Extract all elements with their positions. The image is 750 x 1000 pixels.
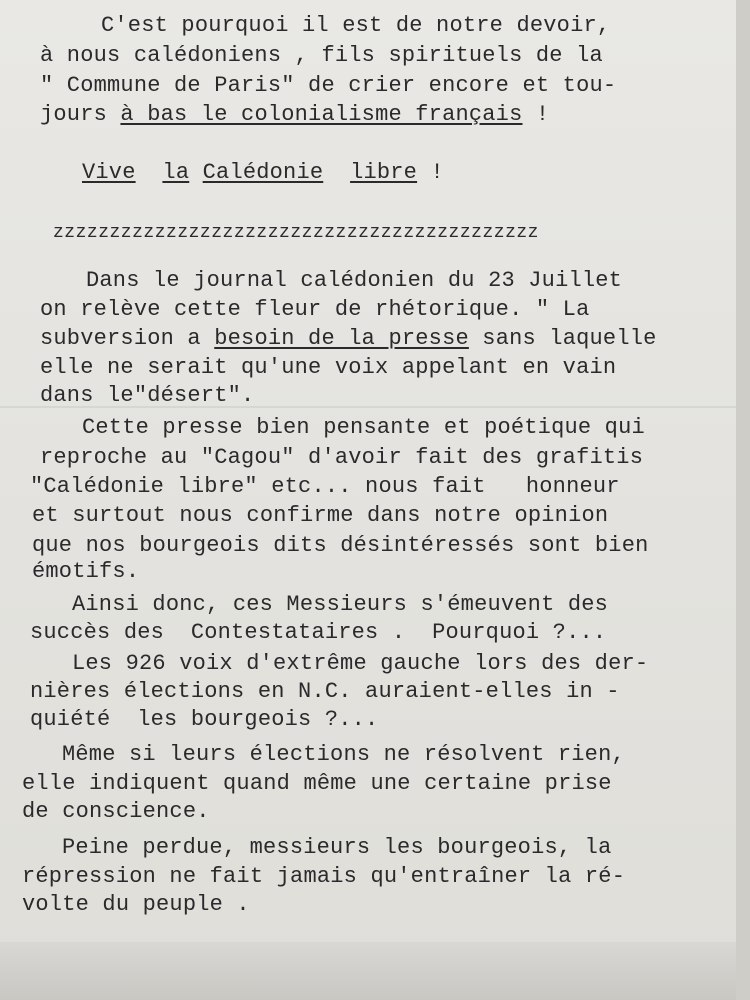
peine-line-3: volte du peuple . (22, 892, 250, 917)
presse-line-1: Cette presse bien pensante et poétique qui (82, 415, 645, 440)
underlined-besoin-presse: besoin de la presse (214, 326, 469, 351)
presse-line-5: que nos bourgeois dits désintéressés sont bien (32, 533, 649, 558)
intro-line-4 (40, 102, 549, 128)
presse-line-2: reproche au "Cagou" d'avoir fait des grafitis (40, 445, 644, 470)
slogan-exclamation: ! (430, 160, 444, 185)
voix-line-2: nières élections en N.C. auraient-elles in - (30, 679, 620, 704)
slogan-libre: libre (350, 160, 418, 185)
presse-line-3: "Calédonie libre" etc... nous fait honneur (30, 474, 620, 499)
paper-bottom-edge (0, 942, 736, 1000)
peine-line-1: Peine perdue, messieurs les bourgeois, la (62, 835, 612, 860)
adjacent-page-edge (736, 0, 750, 1000)
journal-line-4: elle ne serait qu'une voix appelant en vain (40, 355, 617, 380)
journal-line-1: Dans le journal calédonien du 23 Juillet (86, 268, 623, 293)
meme-line-3: de conscience. (22, 799, 210, 824)
peine-line-2: répression ne fait jamais qu'entraîner la ré- (22, 864, 626, 889)
journal-line-5: dans le"désert". (40, 383, 255, 408)
underlined-slogan-colonialisme: à bas le colonialisme français (120, 102, 523, 127)
intro-line-1: C'est pourquoi il est de notre devoir, (101, 13, 611, 38)
voix-line-3: quiété les bourgeois ?... (30, 707, 379, 732)
journal-line-2: on relève cette fleur de rhétorique. " La (40, 297, 590, 322)
slogan-vive: Vive (82, 160, 136, 185)
presse-line-4: et surtout nous confirme dans notre opinion (32, 503, 609, 528)
intro-line-3: " Commune de Paris" de crier encore et tou- (40, 73, 617, 98)
ainsi-line-2: succès des Contestataires . Pourquoi ?... (30, 620, 607, 645)
voix-line-1: Les 926 voix d'extrême gauche lors des der- (72, 651, 649, 676)
meme-line-1: Même si leurs élections ne résolvent rien, (62, 742, 625, 767)
separator-line: zzzzzzzzzzzzzzzzzzzzzzzzzzzzzzzzzzzzzzzzzzz (53, 223, 539, 243)
intro-line-2: à nous calédoniens , fils spirituels de la (40, 43, 603, 68)
slogan-la: la (162, 160, 190, 185)
ainsi-line-1: Ainsi donc, ces Messieurs s'émeuvent des (72, 592, 609, 617)
journal-line-3-end: sans laquelle (468, 326, 657, 351)
journal-line-3 (40, 326, 657, 352)
presse-line-6: émotifs. (32, 559, 140, 584)
intro-line-4-start: jours (40, 102, 121, 127)
journal-line-3-start: subversion a (40, 326, 215, 351)
intro-line-4-end: ! (522, 102, 550, 127)
slogan-caledonie: Calédonie (202, 160, 324, 185)
meme-line-2: elle indiquent quand même une certaine prise (22, 771, 612, 796)
slogan-line (82, 160, 444, 186)
